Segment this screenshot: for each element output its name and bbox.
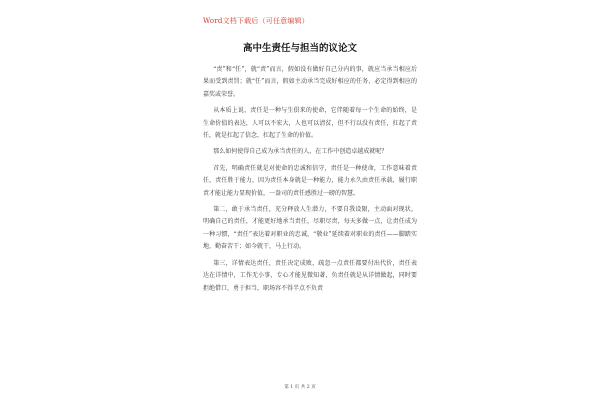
paragraph: 第三，详情表达责任，责任决定成败，疏忽一点责任都要付出代价，责任表达在详情中，工作无小事，专心才能见微知著，负责任就是从详情做起，同时要拒绝借口，勇于担当，职场容不得半点不负责 (203, 259, 417, 292)
page-number: 第 1 页 共 2 页 (284, 385, 316, 390)
paragraph: 首先，明确责任就是对使命的忠诚和信守，责任是一种使命，工作意味着责任，责任胜于能力，因为责任本身就是一种能力，能力永久由责任承载，履行职责才能让能力显现价值，一盎司的责任感胜过一磅的智慧。 (203, 164, 417, 197)
paragraph: 那么如何使得自己成为承当责任的人，在工作中创造卓越成就呢？ (213, 148, 388, 156)
paragraph: 从本质上说，责任是一种与生俱来的使命，它伴随着每一个生命的始终，是生命价值的表达，人可以不宏大，人也可以清贫，但不行以没有责任，扛起了责任，就是扛起了信念，扛起了生命的价值。 (203, 107, 417, 140)
page-title: 高中生责任与担当的议论文 (242, 43, 357, 54)
paragraph: 第二，敢于承当责任，充分释放人生潜力，不要自我设限，主动面对现状，明确自己的责任，才能更好地承当责任，尽职尽责，每天多做一点，让责任成为一种习惯，“责任”表达着对职业的忠诚，“敬业”延续着对职业的责任——脚踏实地，勤奋苦干；如今就干，马上行动。 (203, 206, 417, 251)
paragraph: “责”和“任”，就“责”而言，假如没有做好自己分内的事，就应当承当相应后果而受到责罚；就“任”而言，假如主动承当完成好相应的任务，必定得到相应的嘉奖或荣誉。 (203, 66, 417, 98)
essay-body (203, 64, 417, 299)
download-watermark: Word文档下载后（可任意编辑） (203, 17, 309, 25)
